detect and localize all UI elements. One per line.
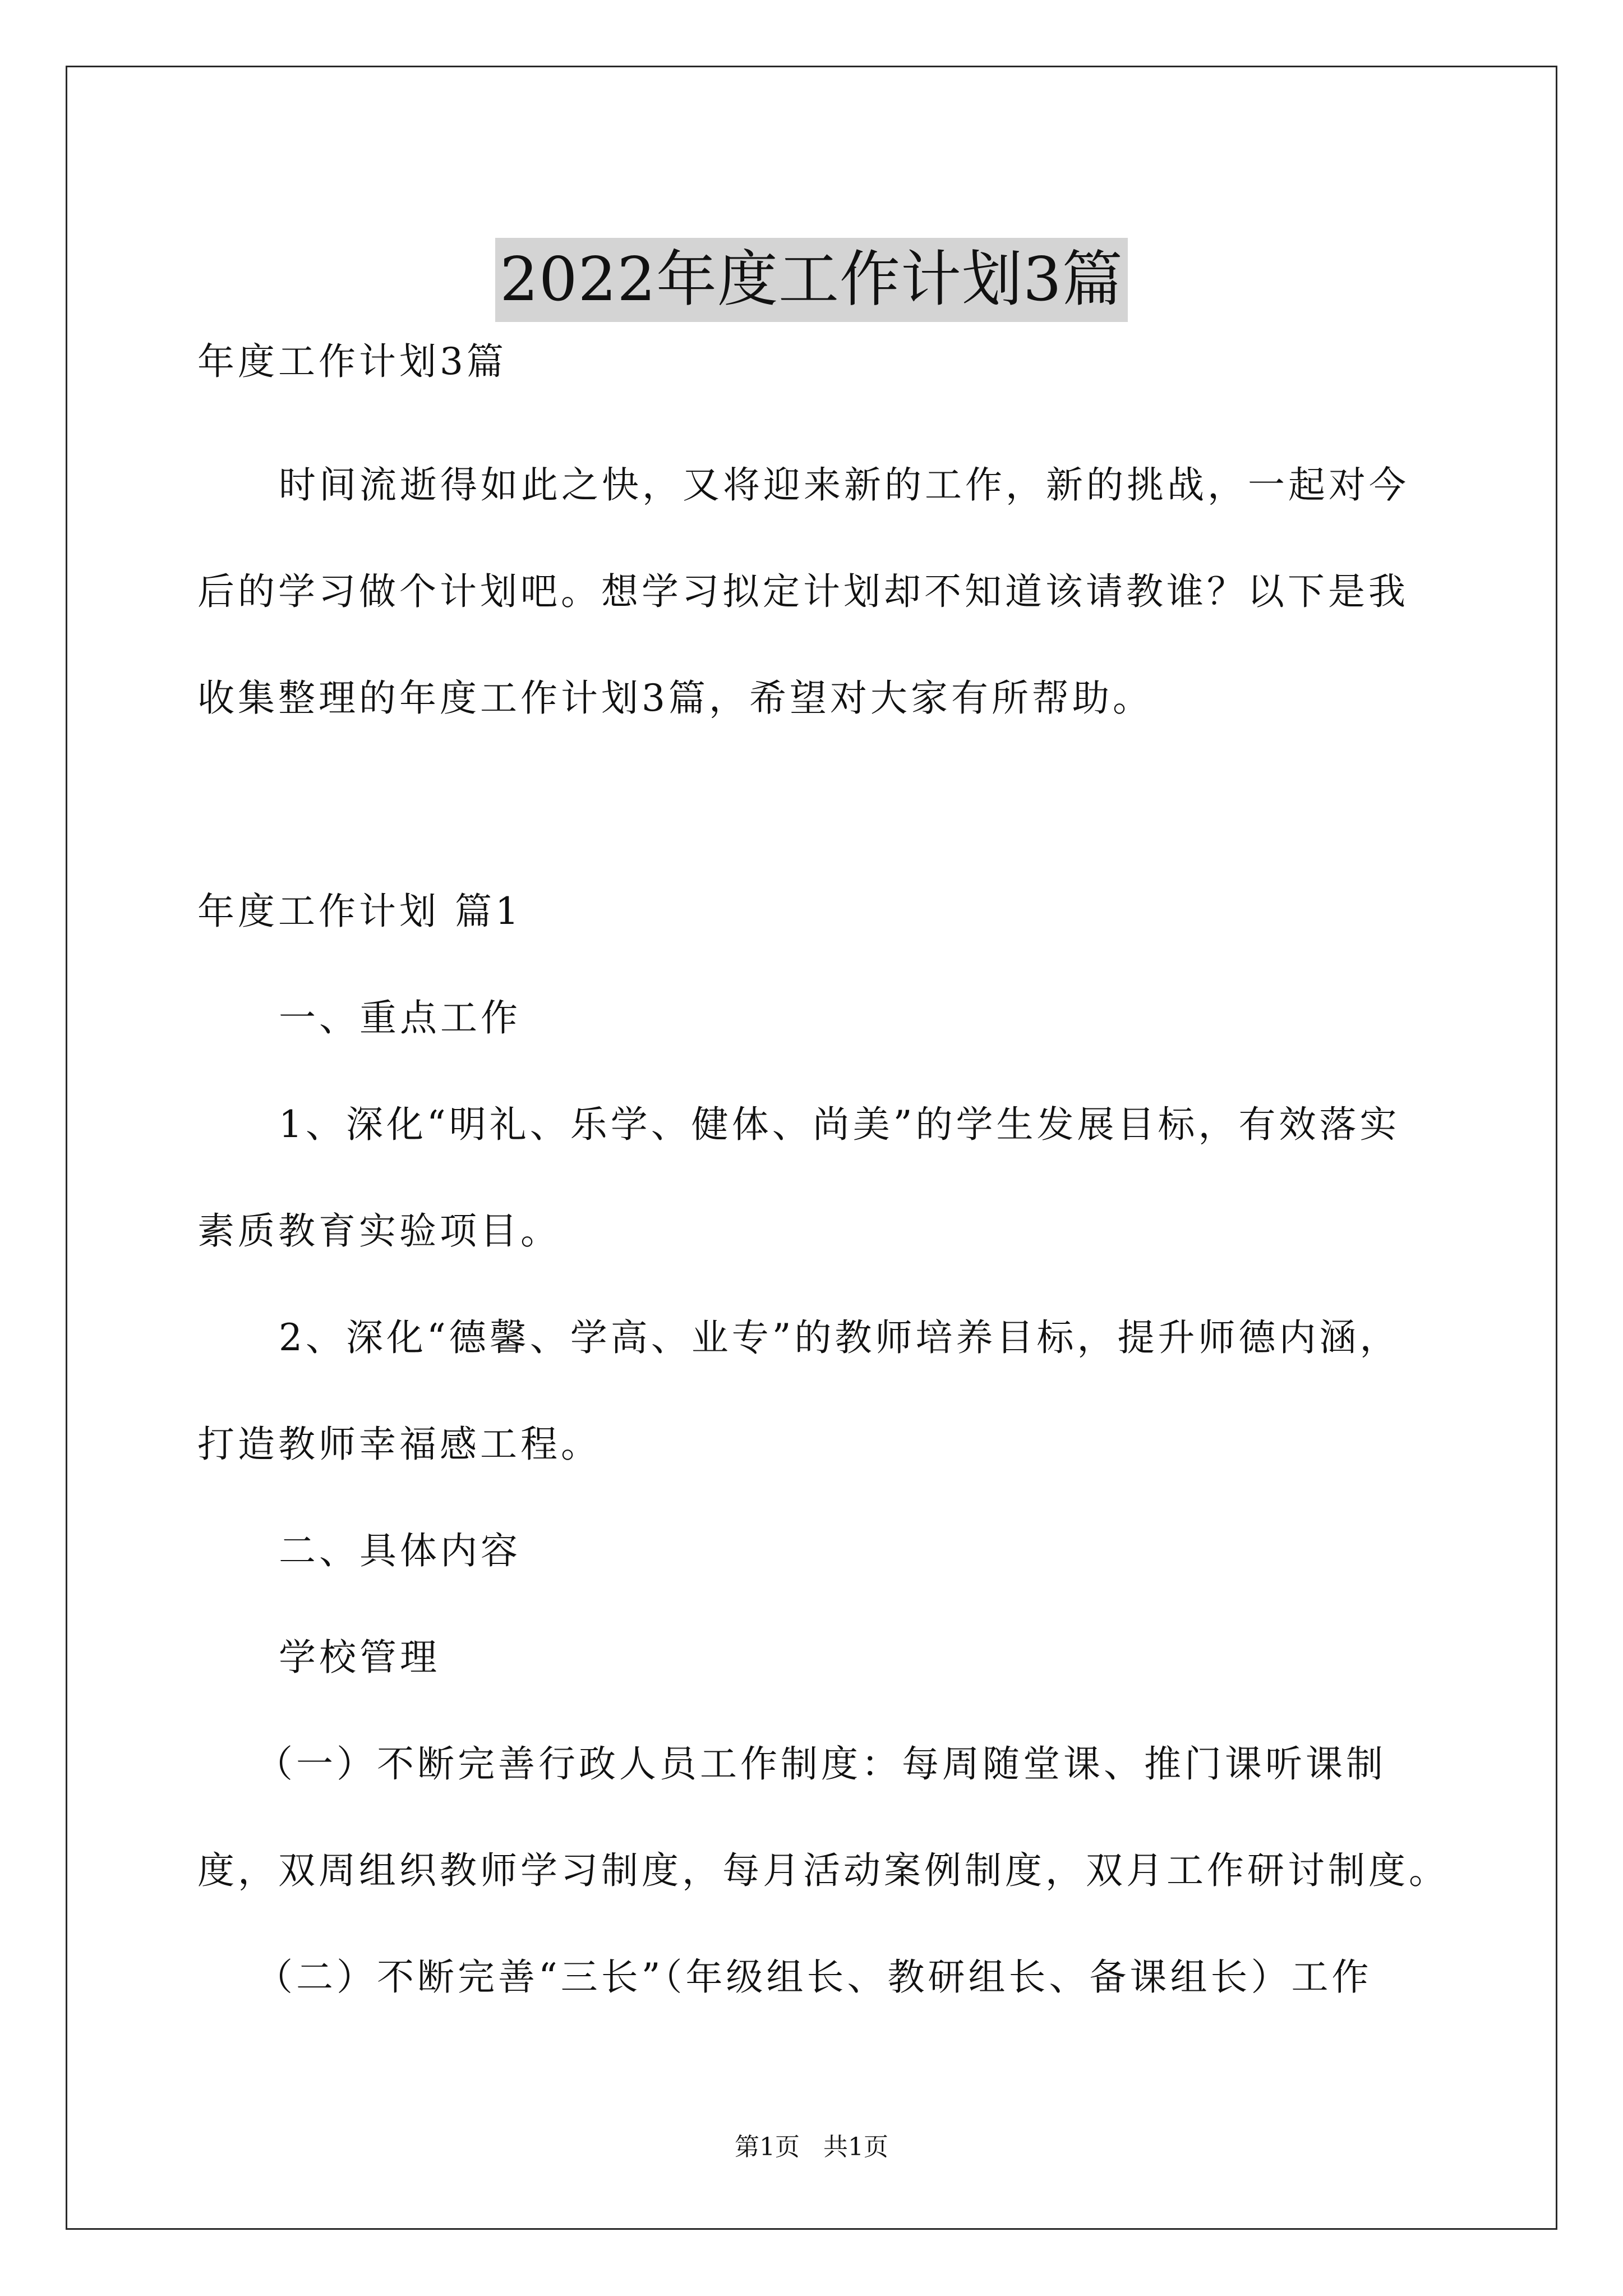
subtitle-line: 年度工作计划3篇 — [197, 340, 507, 383]
item-paren-1-line-1: （一）不断完善行政人员工作制度：每周随堂课、推门课听课制 — [256, 1742, 1386, 1786]
intro-line-1: 时间流逝得如此之快，又将迎来新的工作，新的挑战，一起对今 — [279, 463, 1409, 507]
item-2-line-1: 2、深化“德馨、学高、业专”的教师培养目标，提升师德内涵， — [279, 1316, 1400, 1359]
school-management-heading: 学校管理 — [279, 1636, 440, 1679]
intro-line-3: 收集整理的年度工作计划3篇，希望对大家有所帮助。 — [197, 677, 1153, 720]
item-1-line-1: 1、深化“明礼、乐学、健体、尚美”的学生发展目标，有效落实 — [279, 1103, 1400, 1146]
item-2-line-2: 打造教师幸福感工程。 — [197, 1423, 601, 1466]
page-total: 共1页 — [823, 2133, 888, 2161]
item-paren-1-line-2: 度，双周组织教师学习制度，每月活动案例制度，双月工作研讨制度。 — [197, 1849, 1449, 1892]
page-number: 第1页 — [735, 2133, 800, 2161]
subsection-heading-1: 一、重点工作 — [279, 996, 521, 1039]
subsection-heading-2: 二、具体内容 — [279, 1529, 521, 1572]
page-footer — [0, 2131, 1623, 2164]
item-1-line-2: 素质教育实验项目。 — [197, 1209, 561, 1253]
document-title: 2022年度工作计划3篇 — [495, 238, 1128, 322]
intro-line-2: 后的学习做个计划吧。想学习拟定计划却不知道该请教谁？以下是我 — [197, 570, 1409, 613]
section-heading: 年度工作计划 篇1 — [197, 890, 522, 933]
item-paren-2-line-1: （二）不断完善“三长”（年级组长、教研组长、备课组长）工作 — [256, 1955, 1372, 1999]
